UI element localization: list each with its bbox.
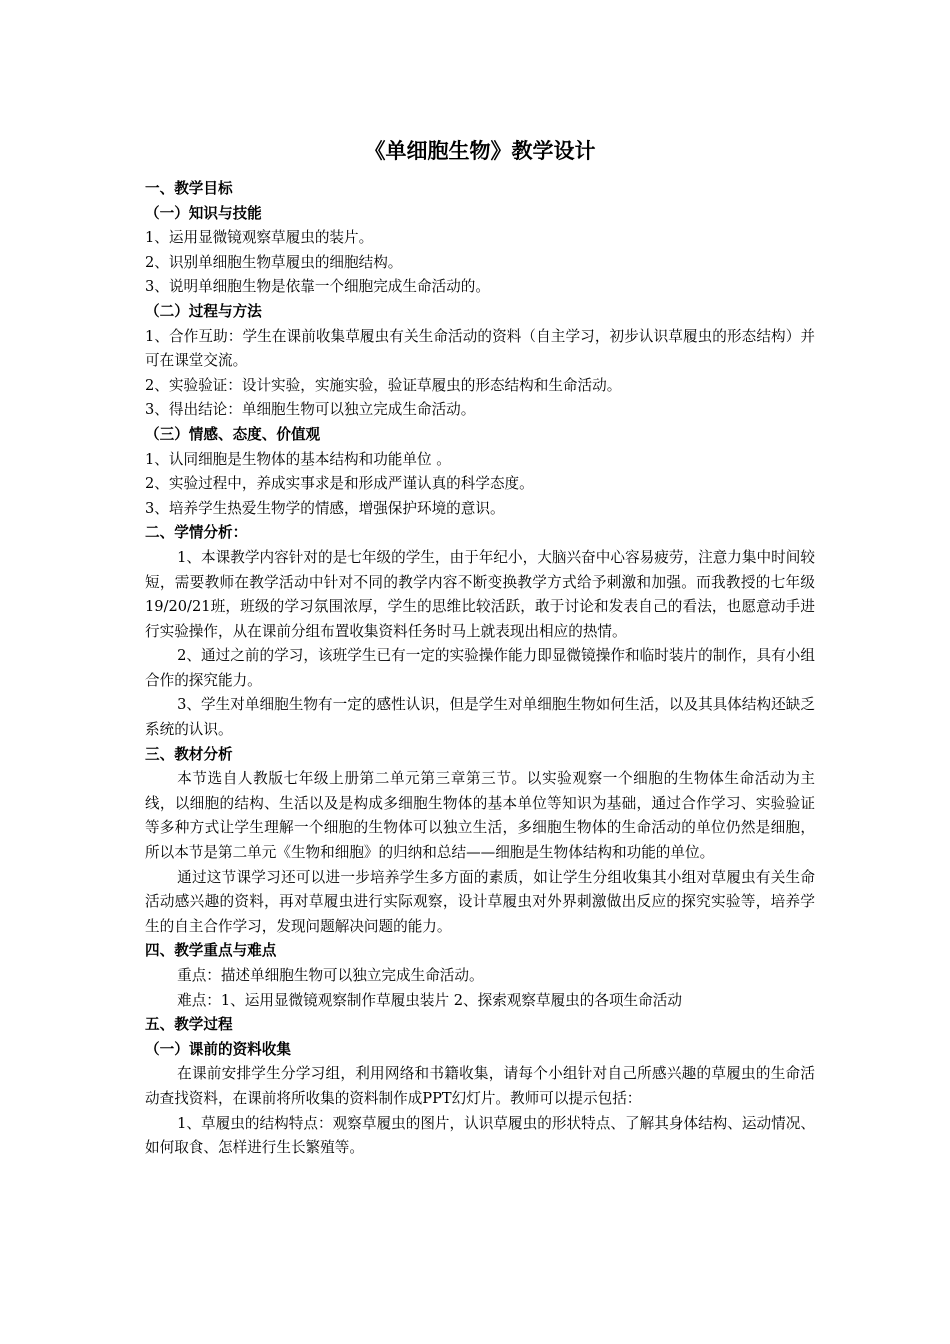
paragraph: 3、学生对单细胞生物有一定的感性认识，但是学生对单细胞生物如何生活，以及其具体结构还缺乏系统的认识。 [145,696,815,739]
difficulty-point: 难点：1、运用显微镜观察制作草履虫装片 2、探索观察草履虫的各项生命活动 [177,991,682,1009]
list-item: 2、实验过程中，养成实事求是和形成严谨认真的科学态度。 [145,475,534,493]
list-item: 2、识别单细胞生物草履虫的细胞结构。 [145,253,403,271]
paragraph: 本节选自人教版七年级上册第二单元第三章第三节。以实验观察一个细胞的生物体生命活动为主线，以细胞的结构、生活以及是构成多细胞生物体的基本单位等知识为基础，通过合作学习、实验验证等多种方式让学生理解一个细胞的生物体可以独立生活，多细胞生物体的生命活动的单位仍然是细胞，所以本节是第二单元《生物和细胞》的归纳和总结——细胞是生物体结构和功能的单位。 [145,770,815,862]
section-5-heading: 五、教学过程 [145,1016,233,1034]
section-3-heading: 三、教材分析 [145,745,233,763]
key-point: 重点：描述单细胞生物可以独立完成生命活动。 [177,967,484,984]
section-1-sub-1-heading: （一）知识与技能 [145,204,262,222]
list-item: 3、培养学生热爱生物学的情感，增强保护环境的意识。 [145,499,505,517]
paragraph: 通过这节课学习还可以进一步培养学生多方面的素质，如让学生分组收集其小组对草履虫有关生命活动感兴趣的资料，再对草履虫进行实际观察，设计草履虫对外界刺激做出反应的探究实验等，培养学生的自主合作学习，发现问题解决问题的能力。 [145,868,815,935]
section-2-heading: 二、学情分析： [145,524,248,542]
section-1-sub-3-heading: （三）情感、态度、价值观 [145,425,321,443]
section-1-heading: 一、教学目标 [145,180,233,197]
document-page [145,136,815,1161]
document-title: 《单细胞生物》教学设计 [364,139,596,163]
section-1-sub-2-heading: （二）过程与方法 [145,302,262,320]
paragraph: 1、草履虫的结构特点：观察草履虫的图片，认识草履虫的形状特点、了解其身体结构、运动情况、如何取食、怎样进行生长繁殖等。 [145,1114,815,1157]
section-4-heading: 四、教学重点与难点 [145,942,277,960]
list-item: 1、认同细胞是生物体的基本结构和功能单位 。 [145,450,451,468]
paragraph: 在课前安排学生分学习组，利用网络和书籍收集，请每个小组针对自己所感兴趣的草履虫的生命活动查找资料，在课前将所收集的资料制作成PPT幻灯片。教师可以提示包括： [145,1065,815,1107]
list-item: 1、合作互助：学生在课前收集草履虫有关生命活动的资料（自主学习，初步认识草履虫的形态结构）并可在课堂交流。 [145,327,815,370]
list-item: 2、实验验证：设计实验，实施实验，验证草履虫的形态结构和生命活动。 [145,376,622,394]
list-item: 3、说明单细胞生物是依靠一个细胞完成生命活动的。 [145,278,490,296]
paragraph: 2、通过之前的学习，该班学生已有一定的实验操作能力即显微镜操作和临时装片的制作，具有小组合作的探究能力。 [145,647,815,689]
paragraph: 1、本课教学内容针对的是七年级的学生，由于年纪小，大脑兴奋中心容易疲劳，注意力集中时间较短，需要教师在教学活动中针对不同的教学内容不断变换教学方式给予刺激和加强。而我教授的七年级19/20/21班，班级的学习氛围浓厚，学生的思维比较活跃，敢于讨论和发表自己的看法，也愿意动手进行实验操作，从在课前分组布置收集资料任务时马上就表现出相应的热情。 [145,548,815,640]
list-item: 3、得出结论：单细胞生物可以独立完成生命活动。 [145,401,476,419]
list-item: 1、运用显微镜观察草履虫的装片。 [145,229,374,247]
section-5-sub-1-heading: （一）课前的资料收集 [145,1040,291,1058]
